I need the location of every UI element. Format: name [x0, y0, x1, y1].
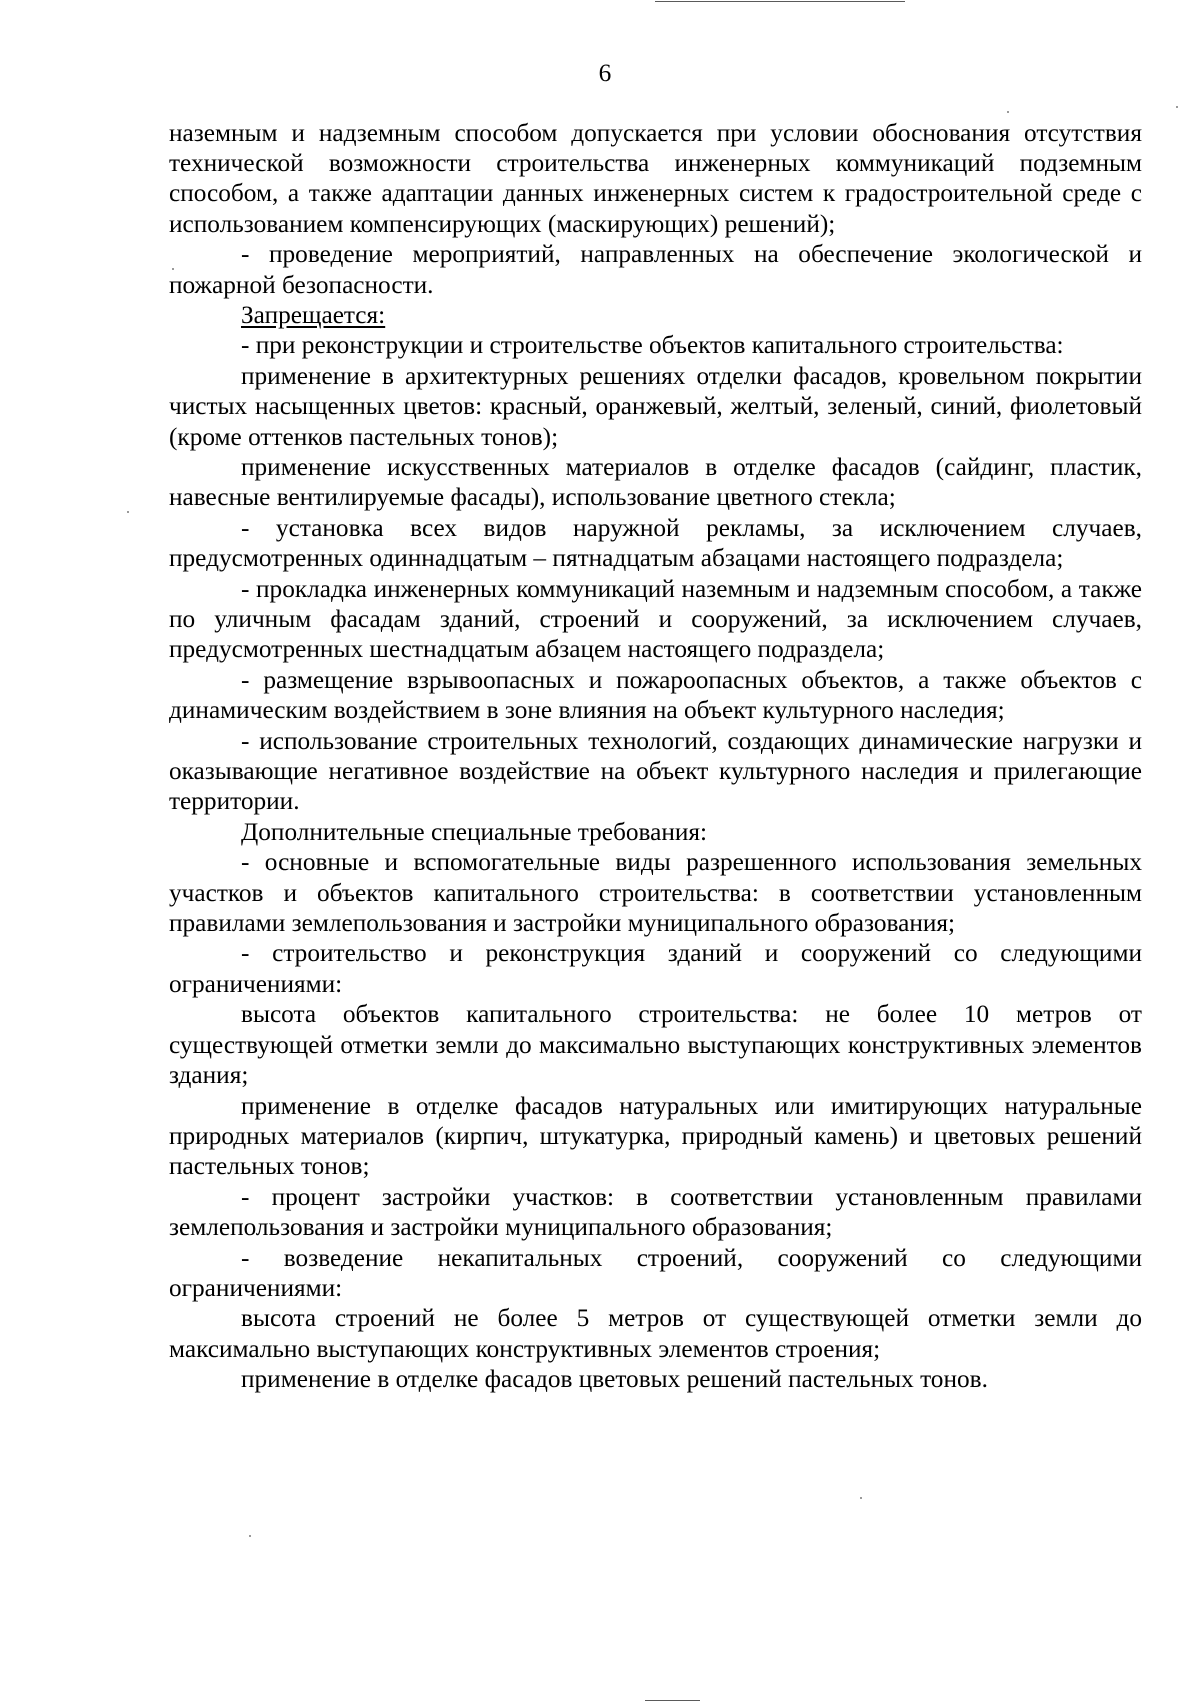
paragraph: - использование строительных технологий, создающих динамические нагрузки и оказывающие негативное воздействие на объект культурного наследия и прилегающие территории. — [169, 726, 1142, 816]
paragraph: применение в архитектурных решениях отделки фасадов, кровельном покрытии чистых насыщенных цветов: красный, оранжевый, желтый, зеленый, синий, фиолетовый (кроме оттенков пастельных тонов); — [169, 361, 1142, 451]
scan-artifact-top-line — [655, 1, 905, 2]
paragraph: - основные и вспомогательные виды разрешенного использования земельных участков и объектов капитального строительства: в соответствии установленным правилами землепользования и застройки муниципального образования; — [169, 848, 1142, 938]
scan-artifact-bottom-line — [645, 1700, 700, 1701]
scan-artifact-speck — [1176, 106, 1178, 108]
scan-artifact-speck — [860, 1497, 862, 1499]
paragraph: высота строений не более 5 метров от существующей отметки земли до максимально выступающих конструктивных элементов строения; — [169, 1304, 1142, 1363]
section-heading-prohibited — [169, 300, 1142, 330]
section-heading-additional: Дополнительные специальные требования: — [241, 817, 708, 846]
paragraph: - проведение мероприятий, направленных на обеспечение экологической и пожарной безопасности. — [169, 240, 1142, 299]
paragraph: - строительство и реконструкция зданий и сооружений со следующими ограничениями: — [169, 939, 1142, 998]
paragraph: - при реконструкции и строительстве объектов капитального строительства: — [241, 331, 1064, 360]
document-body — [169, 118, 1142, 1395]
paragraph: применение в отделке фасадов цветовых решений пастельных тонов. — [241, 1365, 988, 1394]
page-number: 6 — [598, 59, 612, 87]
paragraph: высота объектов капитального строительства: не более 10 метров от существующей отметки земли до максимально выступающих конструктивных элементов здания; — [169, 1000, 1142, 1090]
paragraph: - возведение некапитальных строений, сооружений со следующими ограничениями: — [169, 1243, 1142, 1302]
scan-artifact-speck — [249, 1535, 251, 1537]
paragraph: применение в отделке фасадов натуральных или имитирующих натуральные природных материалов (кирпич, штукатурка, природный камень) и цветовых решений пастельных тонов; — [169, 1091, 1142, 1181]
paragraph: применение искусственных материалов в отделке фасадов (сайдинг, пластик, навесные вентилируемые фасады), использование цветного стекла; — [169, 452, 1142, 512]
paragraph: - процент застройки участков: в соответствии установленным правилами землепользования и застройки муниципального образования; — [169, 1182, 1142, 1242]
section-heading-label: Запрещается: — [241, 300, 386, 329]
paragraph: - размещение взрывоопасных и пожароопасных объектов, а также объектов с динамическим воздействием в зоне влияния на объект культурного наследия; — [169, 665, 1142, 725]
paragraph: - установка всех видов наружной рекламы, за исключением случаев, предусмотренных одиннадцатым – пятнадцатым абзацами настоящего подраздела; — [169, 513, 1142, 573]
paragraph: - прокладка инженерных коммуникаций наземным и надземным способом, а также по уличным фасадам зданий, строений и сооружений, за исключением случаев, предусмотренных шестнадцатым абзацем настоящего подраздела; — [169, 574, 1142, 664]
scan-artifact-speck — [1007, 111, 1009, 113]
paragraph: наземным и надземным способом допускается при условии обоснования отсутствия технической возможности строительства инженерных коммуникаций подземным способом, а также адаптации данных инженерных систем к градостроительной среде с использованием компенсирующих (маскирующих) решений); — [169, 118, 1142, 238]
scan-artifact-speck — [127, 511, 129, 513]
